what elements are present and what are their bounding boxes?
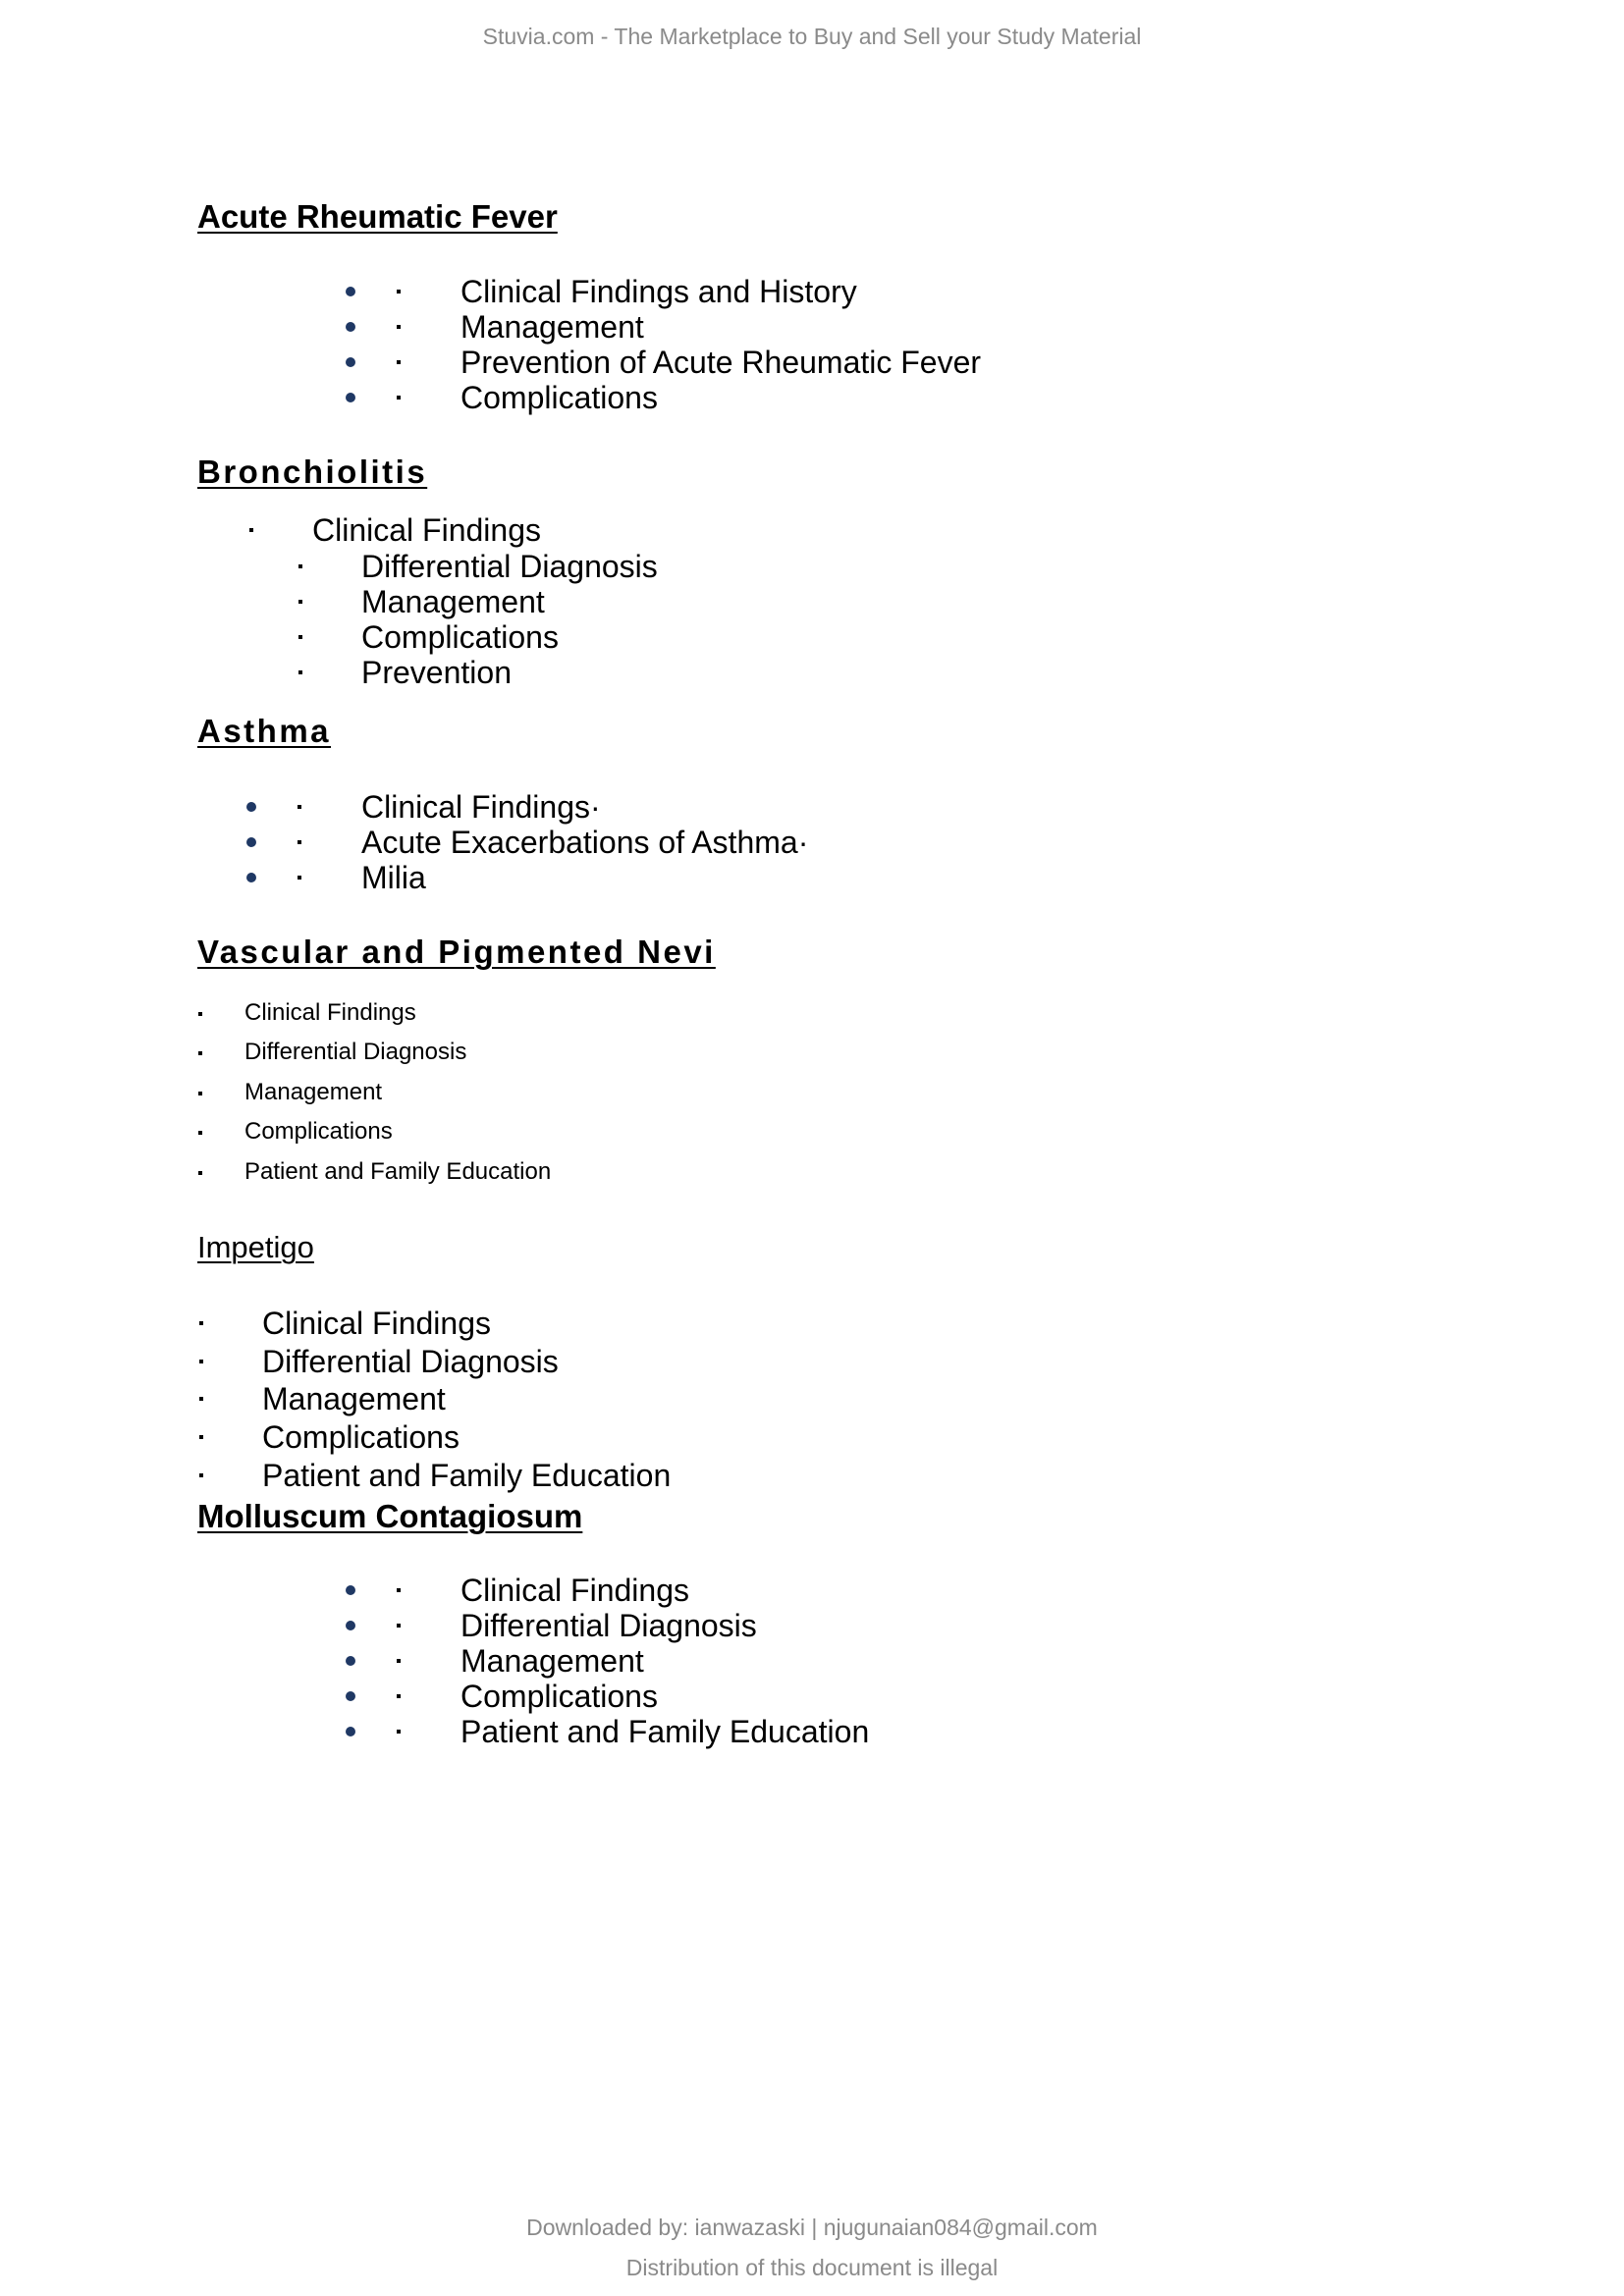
middot-icon (298, 805, 301, 809)
list-item: Management (460, 309, 644, 345)
list-item: Prevention of Acute Rheumatic Fever (460, 345, 982, 380)
bullet-icon (346, 1621, 355, 1630)
middot-icon (298, 564, 302, 568)
middot-icon (298, 840, 301, 844)
middot-icon (397, 325, 401, 329)
list-item: Complications (262, 1419, 460, 1455)
list-item: Differential Diagnosis (460, 1608, 757, 1643)
middot-icon (298, 600, 302, 604)
middot-icon (397, 1588, 401, 1592)
bullet-icon (246, 837, 256, 847)
list-item: Patient and Family Education (244, 1158, 552, 1185)
list-item: Management (460, 1643, 644, 1679)
list-item: Complications (244, 1118, 393, 1145)
list-item: Differential Diagnosis (244, 1039, 467, 1065)
bullet-icon (346, 287, 355, 296)
list-item: Clinical Findings (262, 1306, 491, 1341)
middot-icon (298, 670, 302, 674)
middot-icon (298, 635, 302, 639)
list-item: Differential Diagnosis (361, 549, 658, 584)
section-title-bronchiolitis: Bronchiolitis (197, 454, 428, 490)
list-item: Clinical Findings· (361, 789, 601, 825)
list-item: Patient and Family Education (262, 1458, 672, 1493)
header-watermark: Stuvia.com - The Marketplace to Buy and Sell your Study Material (482, 24, 1142, 49)
footer-downloaded-by: Downloaded by: ianwazaski | njugunaian084@gmail.com (526, 2215, 1098, 2240)
list-item: Complications (361, 619, 559, 655)
middot-icon (397, 290, 401, 294)
middot-icon (199, 1435, 203, 1439)
middot-icon (397, 396, 401, 400)
list-item: Milia (361, 860, 426, 895)
list-item: Management (244, 1079, 383, 1105)
bullet-icon (346, 1727, 355, 1736)
middot-icon (198, 1051, 202, 1055)
list-item: Management (361, 584, 545, 619)
list-item: Patient and Family Education (460, 1714, 870, 1749)
bullet-icon (346, 393, 355, 402)
section-title-impetigo: Impetigo (197, 1230, 314, 1264)
section-title-asthma: Asthma (197, 713, 332, 749)
bullet-icon (346, 357, 355, 367)
middot-icon (298, 876, 301, 880)
bullet-icon (346, 322, 355, 332)
list-item: Acute Exacerbations of Asthma· (361, 825, 809, 860)
middot-icon (199, 1360, 203, 1363)
list-item: Management (262, 1381, 446, 1416)
middot-icon (198, 1171, 202, 1175)
section-title-molluscum-contagiosum: Molluscum Contagiosum (197, 1498, 583, 1534)
middot-icon (397, 360, 401, 364)
list-item: Complications (460, 380, 658, 415)
middot-icon (198, 1092, 202, 1095)
list-item: Clinical Findings and History (460, 274, 857, 309)
middot-icon (397, 1694, 401, 1698)
list-item: Clinical Findings (460, 1573, 689, 1608)
list-item: Clinical Findings (244, 999, 416, 1026)
middot-icon (397, 1624, 401, 1628)
list-item: Clinical Findings (312, 512, 541, 548)
middot-icon (199, 1321, 203, 1325)
middot-icon (397, 1659, 401, 1663)
bullet-icon (246, 802, 256, 812)
bullet-icon (346, 1691, 355, 1701)
bullet-icon (346, 1585, 355, 1595)
middot-icon (198, 1012, 202, 1016)
middot-icon (397, 1730, 401, 1734)
middot-icon (199, 1397, 203, 1401)
bullet-icon (246, 873, 256, 882)
middot-icon (249, 528, 253, 532)
list-item: Complications (460, 1679, 658, 1714)
middot-icon (198, 1131, 202, 1135)
list-item: Differential Diagnosis (262, 1344, 559, 1379)
section-title-acute-rheumatic-fever: Acute Rheumatic Fever (197, 198, 558, 235)
section-title-vascular-pigmented-nevi: Vascular and Pigmented Nevi (197, 934, 716, 970)
middot-icon (199, 1473, 203, 1477)
list-item: Prevention (361, 655, 512, 690)
bullet-icon (346, 1656, 355, 1666)
footer-distribution-notice: Distribution of this document is illegal (625, 2255, 999, 2280)
